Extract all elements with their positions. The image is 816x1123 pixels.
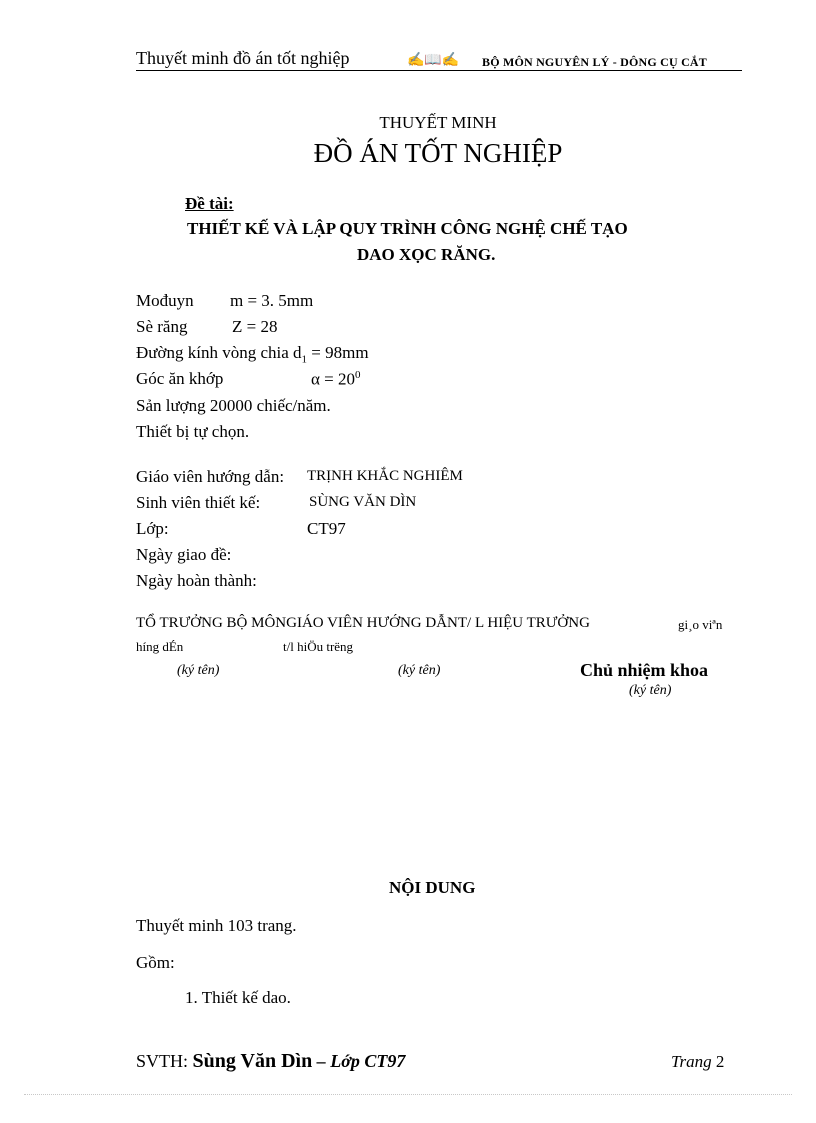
footer-class: – Lớp CT97 bbox=[312, 1051, 406, 1071]
angle-label: Góc ăn khớp bbox=[136, 369, 224, 388]
topic-line1: THIẾT KẾ VÀ LẬP QUY TRÌNH CÔNG NGHỆ CHẾ TẠO bbox=[187, 219, 628, 238]
signature-titles: TỔ TRƯỞNG BỘ MÔNGIÁO VIÊN HƯỚNG DẪNT/ L HIỆU TRƯỞNG bbox=[136, 615, 590, 631]
assign-date-label: Ngày giao đề: bbox=[136, 545, 232, 564]
header-rule bbox=[136, 70, 742, 71]
advisor-label: Giáo viên hướng dẫn: bbox=[136, 467, 285, 486]
dean-title: Chủ nhiệm khoa bbox=[580, 660, 709, 680]
list-item: 1. Thiết kế dao. bbox=[185, 988, 291, 1007]
footer-student-name: Sùng Văn Dìn bbox=[192, 1050, 313, 1072]
diameter-value: = 98mm bbox=[307, 343, 369, 362]
content-heading: NỘI DUNG bbox=[389, 878, 476, 897]
class-label: Lớp: bbox=[136, 519, 169, 538]
page-number: 2 bbox=[715, 1052, 725, 1071]
angle-superscript: 0 bbox=[355, 369, 361, 381]
teeth-value: Z = 28 bbox=[232, 317, 278, 336]
output-line: Sản lượng 20000 chiếc/năm. bbox=[136, 396, 331, 415]
topic-label: Đề tài: bbox=[185, 194, 234, 213]
diameter-subscript: 1 bbox=[301, 353, 308, 366]
signature-garbled-3: t/l hiÖu trëng bbox=[283, 639, 354, 654]
footer-page bbox=[671, 1052, 724, 1072]
equipment-line: Thiết bị tự chọn. bbox=[136, 422, 250, 441]
page-title: ĐỒ ÁN TỐT NGHIỆP bbox=[313, 138, 563, 168]
sign-note-3: (ký tên) bbox=[629, 683, 672, 698]
alpha-symbol: α bbox=[311, 369, 320, 389]
sign-note-2: (ký tên) bbox=[398, 663, 441, 678]
angle-value: = 20 bbox=[319, 369, 356, 389]
page-count-line: Thuyết minh 103 trang. bbox=[136, 916, 297, 935]
module-value: m = 3. 5mm bbox=[230, 291, 314, 310]
topic-line2: DAO XỌC RĂNG. bbox=[357, 245, 496, 264]
footer-prefix: SVTH: bbox=[136, 1051, 193, 1071]
page-bottom-divider bbox=[24, 1094, 792, 1095]
includes-label: Gồm: bbox=[136, 953, 175, 972]
signature-garbled-2: híng dÉn bbox=[136, 639, 184, 654]
advisor-value: TRỊNH KHẮC NGHIÊM bbox=[307, 468, 463, 484]
sign-note-1: (ký tên) bbox=[177, 663, 220, 678]
angle-line bbox=[311, 369, 361, 390]
teeth-label: Sè răng bbox=[136, 317, 188, 336]
signature-garbled-1: gi¸o viªn bbox=[678, 617, 723, 632]
page-label: Trang bbox=[671, 1052, 712, 1071]
diameter-label: Đường kính vòng chia d bbox=[136, 343, 302, 362]
header-right: BỘ MÔN NGUYÊN LÝ - DÔNG CỤ CẮT bbox=[482, 55, 707, 69]
module-label: Mođuyn bbox=[136, 291, 194, 310]
header-left: Thuyết minh đồ án tốt nghiệp bbox=[136, 48, 350, 68]
diameter-line bbox=[136, 343, 369, 365]
student-value: SÙNG VĂN DÌN bbox=[309, 494, 417, 510]
book-ornament-icon: ✍📖✍ bbox=[407, 53, 460, 68]
finish-date-label: Ngày hoàn thành: bbox=[136, 571, 257, 590]
title-line1: THUYẾT MINH bbox=[379, 113, 497, 132]
footer-left bbox=[136, 1050, 405, 1073]
student-label: Sinh viên thiết kế: bbox=[136, 493, 261, 512]
class-value: CT97 bbox=[307, 519, 346, 538]
